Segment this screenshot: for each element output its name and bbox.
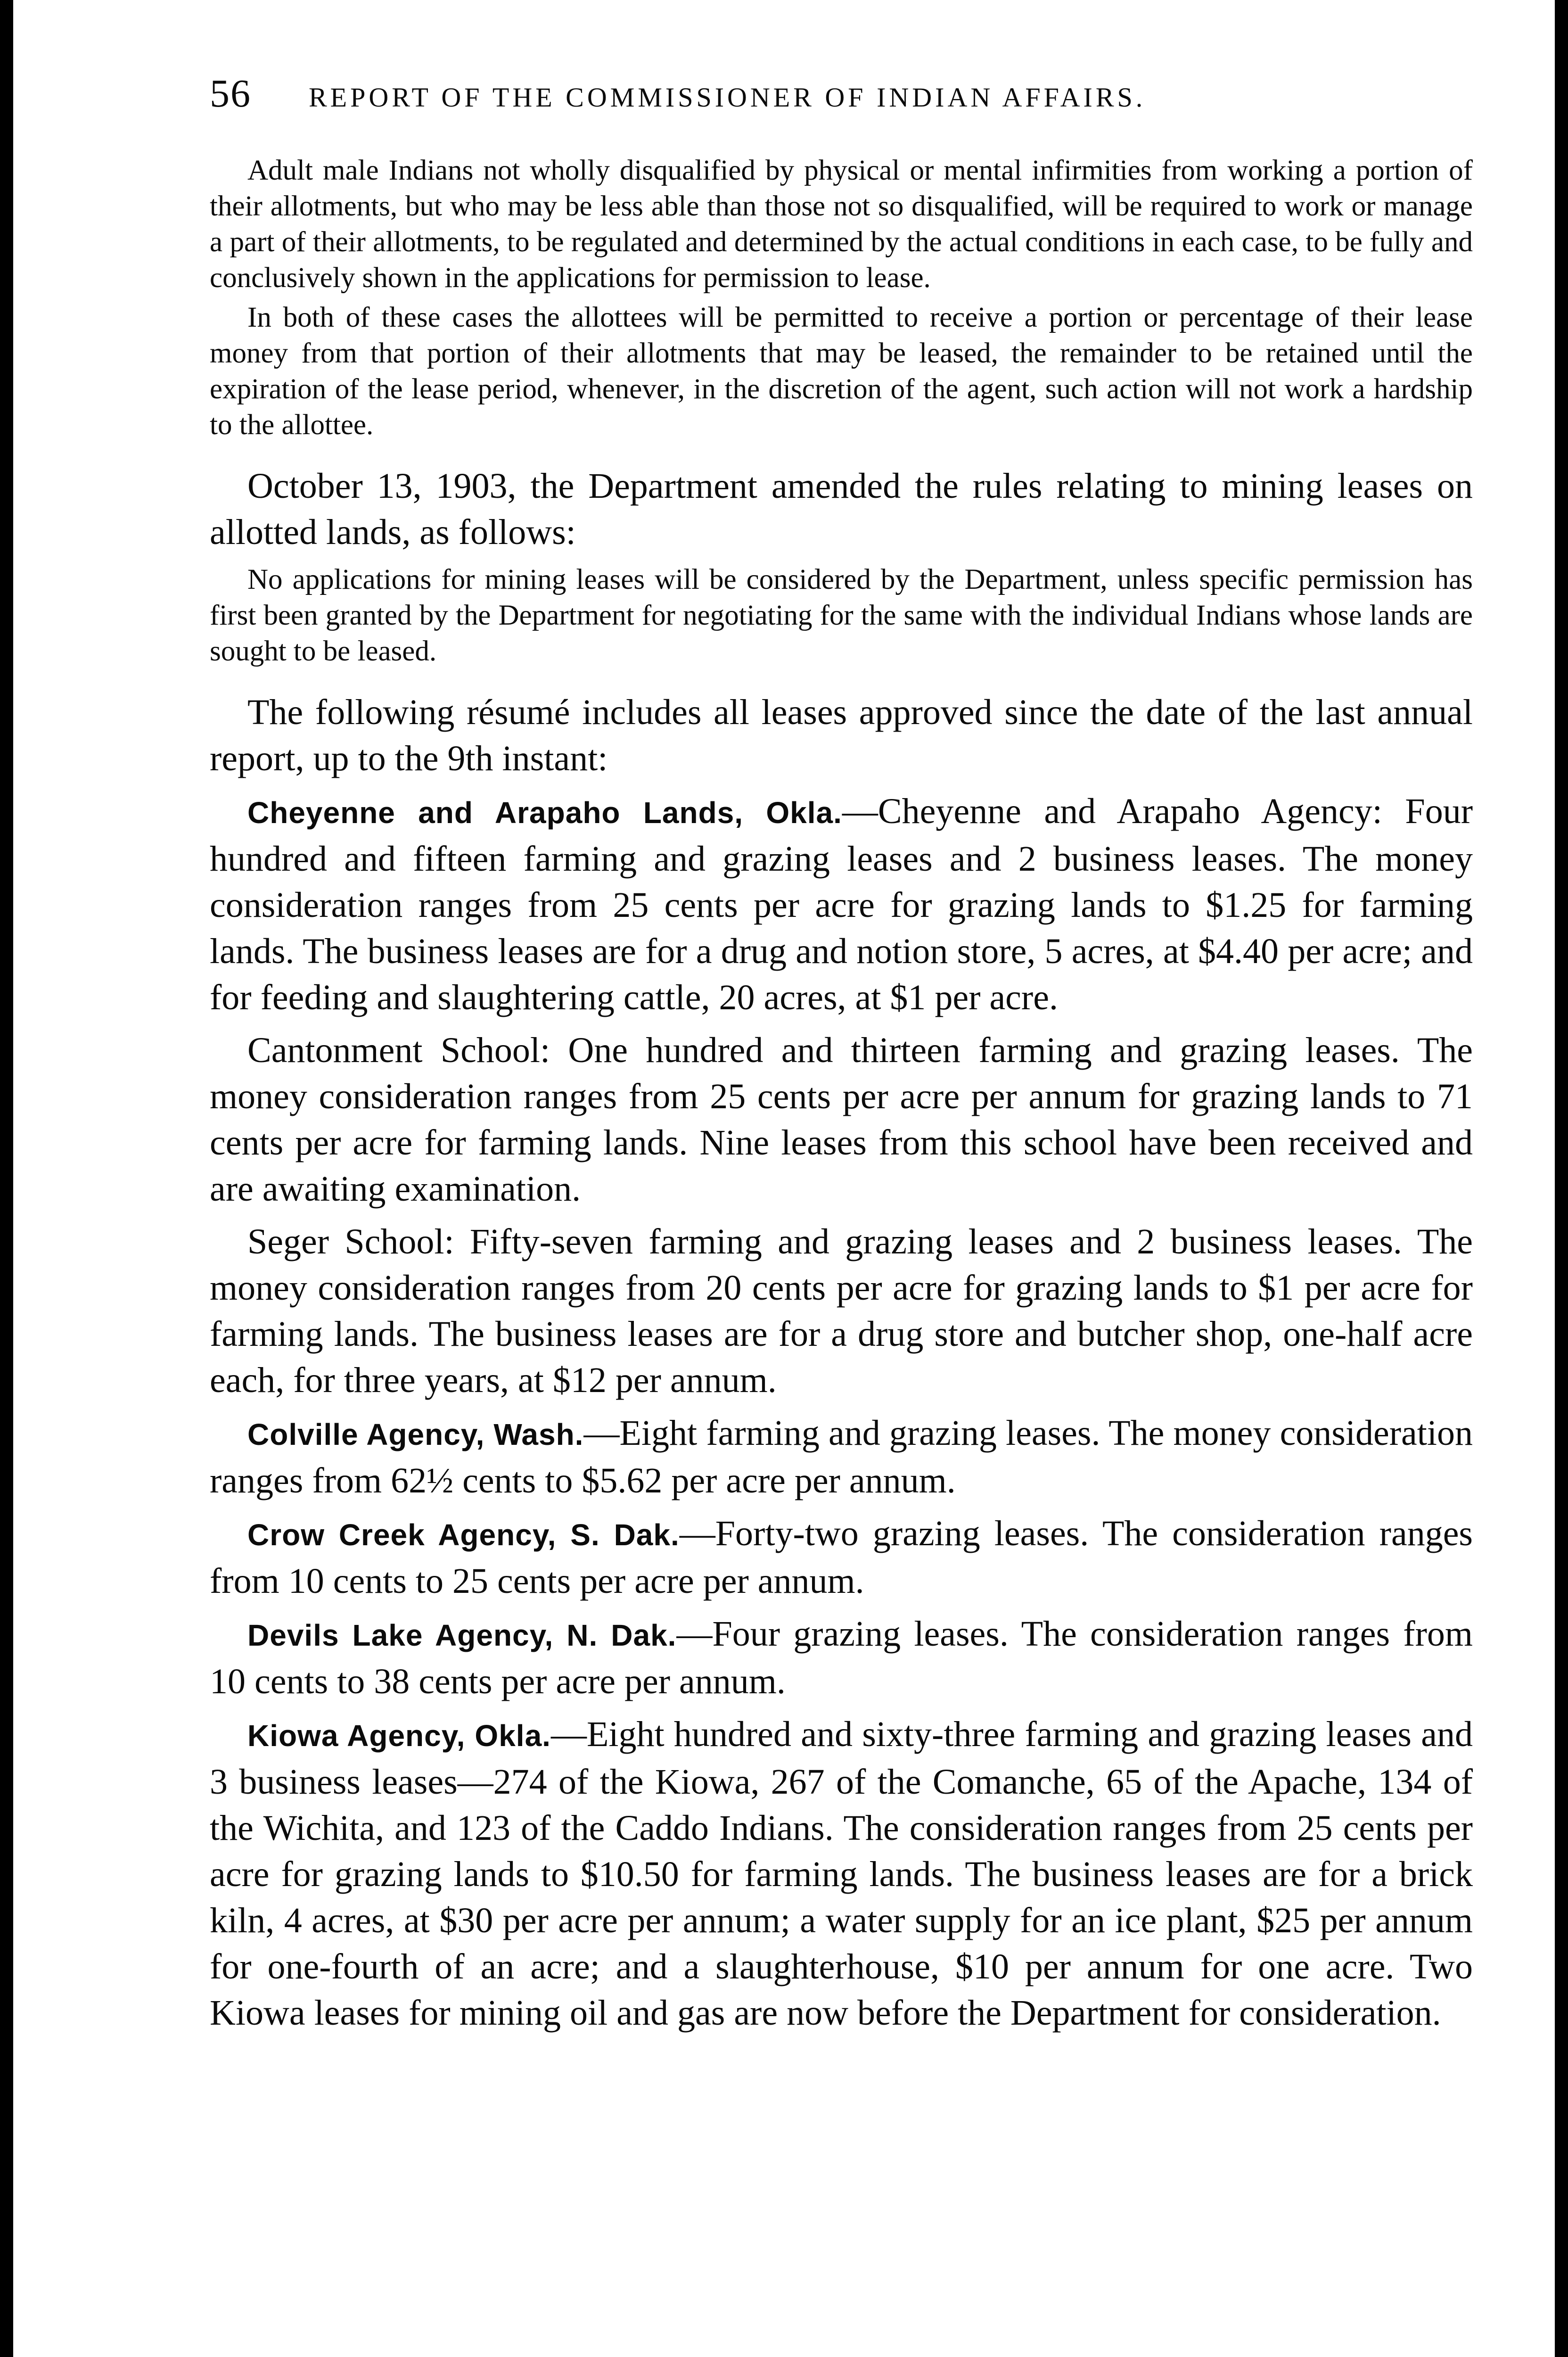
entry-text: Seger School: Fifty-seven farming and grazing leases and 2 business leases. The money consideration ranges from 20 cents per acre for grazing lands to $1 per acre for farming lands. The business leases are for a drug store and butcher shop, one-half acre each, for three years, at $12 per annum. <box>210 1222 1473 1400</box>
entry-text: —Cheyenne and Arapaho Agency: Four hundred and fifteen farming and grazing leases and 2 business leases. The money consideration ranges from 25 cents per acre for grazing lands to $1.25 for farming lands. The business leases are for a drug and notion store, 5 acres, at $4.40 per acre; and for feeding and slaughtering cattle, 20 acres, at $1 per acre. <box>210 791 1473 1017</box>
quote-paragraph: In both of these cases the allottees will be permitted to receive a portion or percentage of their lease money from that portion of their allotments that may be leased, the remainder to be retained until the expiration of the lease period, whenever, in the discretion of the agent, such action will not work a hardship to the allottee. <box>210 302 1473 441</box>
quoted-rules-allotment <box>210 153 1473 443</box>
body-paragraph: The following résumé includes all leases approved since the date of the last annual report, up to the 9th instant: <box>210 692 1473 778</box>
entry-heading: Cheyenne and Arapaho Lands, Okla. <box>247 796 842 830</box>
entry-crow-creek <box>210 1510 1473 1604</box>
entry-heading: Colville Agency, Wash. <box>247 1417 584 1451</box>
entry-heading: Kiowa Agency, Okla. <box>247 1719 551 1753</box>
body-section-mining <box>210 463 1473 555</box>
entry-text: —Forty-two grazing leases. The consideration ranges from 10 cents to 25 cents per acre per annum. <box>210 1514 1473 1601</box>
page-number: 56 <box>210 72 251 115</box>
entry-text: —Eight hundred and sixty-three farming and grazing leases and 3 business leases—274 of the Kiowa, 267 of the Comanche, 65 of the Apache, 134 of the Wichita, and 123 of the Caddo Indians. The consideration ranges from 25 cents per acre for grazing lands to $10.50 for farming lands. The business leases are for a brick kiln, 4 acres, at $30 per acre per annum; a water supply for an ice plant, $25 per annum for one-fourth of an acre; and a slaughterhouse, $10 per annum for one acre. Two Kiowa leases for mining oil and gas are now before the Department for consideration. <box>210 1714 1473 2033</box>
entry-text: —Four grazing leases. The consideration ranges from 10 cents to 38 cents per acre per annum. <box>210 1614 1473 1701</box>
entry-cheyenne-arapaho <box>210 788 1473 1021</box>
entry-heading: Devils Lake Agency, N. Dak. <box>247 1618 677 1652</box>
entry-colville <box>210 1410 1473 1504</box>
entry-text: —Eight farming and grazing leases. The money consideration ranges from 62½ cents to $5.62 per acre per annum. <box>210 1413 1473 1500</box>
entry-devils-lake <box>210 1611 1473 1705</box>
page-content <box>210 71 1473 2043</box>
body-section-resume <box>210 689 1473 2036</box>
quote-paragraph: No applications for mining leases will be considered by the Department, unless specific permission has first been granted by the Department for negotiating for the same with the individual Indians whose lands are sought to be leased. <box>210 564 1473 667</box>
document-page <box>13 0 1555 2357</box>
entry-kiowa <box>210 1711 1473 2036</box>
running-head: REPORT OF THE COMMISSIONER OF INDIAN AFFAIRS. <box>309 82 1146 113</box>
entry-seger-school <box>210 1219 1473 1403</box>
entry-heading: Crow Creek Agency, S. Dak. <box>247 1518 680 1552</box>
page-header <box>210 71 1473 146</box>
quote-paragraph: Adult male Indians not wholly disqualified by physical or mental infirmities from working a portion of their allotments, but who may be less able than those not so disqualified, will be required to work or manage a part of their allotments, to be regulated and determined by the actual conditions in each case, to be fully and conclusively shown in the applications for permission to lease. <box>210 155 1473 294</box>
quoted-rules-mining <box>210 562 1473 669</box>
entry-cantonment-school <box>210 1027 1473 1212</box>
body-paragraph: October 13, 1903, the Department amended the rules relating to mining leases on allotted lands, as follows: <box>210 466 1473 552</box>
entry-text: Cantonment School: One hundred and thirteen farming and grazing leases. The money consideration ranges from 25 cents per acre per annum for grazing lands to 71 cents per acre for farming lands. Nine leases from this school have been received and are awaiting examination. <box>210 1030 1473 1209</box>
